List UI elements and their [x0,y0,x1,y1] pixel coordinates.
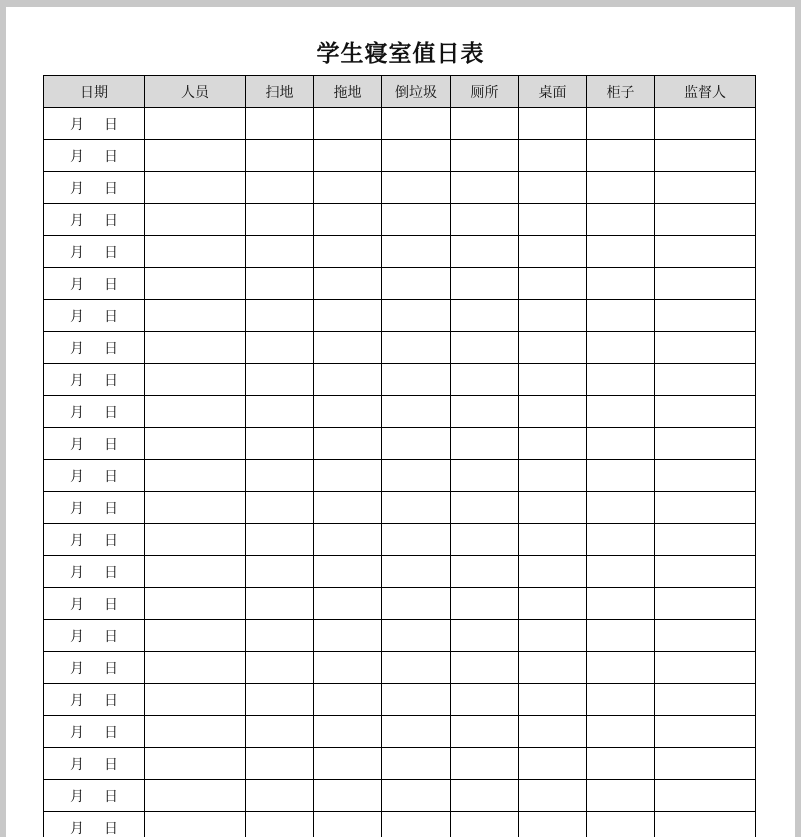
blank-cell[interactable] [655,556,756,588]
blank-cell[interactable] [655,524,756,556]
blank-cell[interactable] [587,524,655,556]
blank-cell[interactable] [587,428,655,460]
blank-cell[interactable] [314,428,382,460]
table-header-row [44,76,756,108]
date-cell [44,396,145,428]
blank-cell[interactable] [587,140,655,172]
blank-cell[interactable] [382,460,451,492]
blank-cell[interactable] [655,588,756,620]
blank-cell[interactable] [587,492,655,524]
date-cell [44,652,145,684]
blank-cell[interactable] [451,492,519,524]
month-label: 月 [70,338,84,358]
header-toilet: 厕所 [451,76,519,108]
blank-cell[interactable] [587,300,655,332]
blank-cell[interactable] [314,716,382,748]
blank-cell[interactable] [145,524,246,556]
blank-cell[interactable] [382,172,451,204]
month-label: 月 [70,370,84,390]
header-date: 日期 [44,76,145,108]
blank-cell[interactable] [382,332,451,364]
blank-cell[interactable] [145,812,246,837]
duty-table [43,75,756,837]
month-label: 月 [70,754,84,774]
date-cell [44,332,145,364]
blank-cell[interactable] [314,748,382,780]
blank-cell[interactable] [587,556,655,588]
header-desk: 桌面 [519,76,587,108]
blank-cell[interactable] [145,428,246,460]
blank-cell[interactable] [145,172,246,204]
table-row [44,268,756,300]
blank-cell[interactable] [587,748,655,780]
day-label: 日 [104,178,118,198]
table-row [44,748,756,780]
blank-cell[interactable] [314,524,382,556]
blank-cell[interactable] [246,652,314,684]
blank-cell[interactable] [519,716,587,748]
blank-cell[interactable] [655,396,756,428]
blank-cell[interactable] [655,652,756,684]
blank-cell[interactable] [145,236,246,268]
table-row [44,204,756,236]
blank-cell[interactable] [382,620,451,652]
table-row [44,428,756,460]
blank-cell[interactable] [587,460,655,492]
blank-cell[interactable] [519,364,587,396]
blank-cell[interactable] [314,652,382,684]
header-trash: 倒垃圾 [382,76,451,108]
date-cell [44,300,145,332]
blank-cell[interactable] [451,172,519,204]
blank-cell[interactable] [145,716,246,748]
blank-cell[interactable] [655,780,756,812]
blank-cell[interactable] [246,684,314,716]
blank-cell[interactable] [519,140,587,172]
blank-cell[interactable] [145,780,246,812]
blank-cell[interactable] [451,364,519,396]
table-row [44,364,756,396]
date-cell [44,492,145,524]
blank-cell[interactable] [587,268,655,300]
blank-cell[interactable] [382,748,451,780]
table-row [44,684,756,716]
blank-cell[interactable] [655,140,756,172]
month-label: 月 [70,434,84,454]
blank-cell[interactable] [451,780,519,812]
blank-cell[interactable] [382,236,451,268]
blank-cell[interactable] [246,748,314,780]
blank-cell[interactable] [451,300,519,332]
blank-cell[interactable] [382,556,451,588]
header-sweep: 扫地 [246,76,314,108]
day-label: 日 [104,754,118,774]
date-cell [44,204,145,236]
blank-cell[interactable] [587,812,655,837]
blank-cell[interactable] [382,812,451,837]
day-label: 日 [104,466,118,486]
date-cell [44,716,145,748]
blank-cell[interactable] [246,492,314,524]
day-label: 日 [104,722,118,742]
table-row [44,460,756,492]
blank-cell[interactable] [587,172,655,204]
month-label: 月 [70,594,84,614]
month-label: 月 [70,530,84,550]
blank-cell[interactable] [145,492,246,524]
day-label: 日 [104,306,118,326]
blank-cell[interactable] [246,268,314,300]
blank-cell[interactable] [145,364,246,396]
day-label: 日 [104,146,118,166]
blank-cell[interactable] [451,716,519,748]
blank-cell[interactable] [246,204,314,236]
blank-cell[interactable] [655,812,756,837]
blank-cell[interactable] [519,684,587,716]
blank-cell[interactable] [246,364,314,396]
blank-cell[interactable] [314,492,382,524]
table-row [44,172,756,204]
blank-cell[interactable] [451,748,519,780]
blank-cell[interactable] [451,684,519,716]
header-cabinet: 柜子 [587,76,655,108]
blank-cell[interactable] [145,748,246,780]
blank-cell[interactable] [314,236,382,268]
blank-cell[interactable] [519,108,587,140]
blank-cell[interactable] [145,588,246,620]
blank-cell[interactable] [314,396,382,428]
date-cell [44,812,145,837]
blank-cell[interactable] [314,812,382,837]
day-label: 日 [104,626,118,646]
blank-cell[interactable] [145,620,246,652]
blank-cell[interactable] [314,140,382,172]
blank-cell[interactable] [145,396,246,428]
blank-cell[interactable] [655,108,756,140]
month-label: 月 [70,786,84,806]
blank-cell[interactable] [655,364,756,396]
blank-cell[interactable] [451,460,519,492]
blank-cell[interactable] [314,204,382,236]
blank-cell[interactable] [451,812,519,837]
blank-cell[interactable] [451,556,519,588]
date-cell [44,236,145,268]
blank-cell[interactable] [246,780,314,812]
table-row [44,524,756,556]
blank-cell[interactable] [246,812,314,837]
day-label: 日 [104,498,118,518]
table-row [44,300,756,332]
blank-cell[interactable] [246,428,314,460]
day-label: 日 [104,370,118,390]
blank-cell[interactable] [246,236,314,268]
month-label: 月 [70,274,84,294]
blank-cell[interactable] [587,716,655,748]
blank-cell[interactable] [519,332,587,364]
blank-cell[interactable] [587,236,655,268]
blank-cell[interactable] [314,684,382,716]
blank-cell[interactable] [145,108,246,140]
blank-cell[interactable] [451,396,519,428]
blank-cell[interactable] [314,588,382,620]
blank-cell[interactable] [451,140,519,172]
blank-cell[interactable] [655,684,756,716]
header-supervisor: 监督人 [655,76,756,108]
blank-cell[interactable] [246,108,314,140]
date-cell [44,172,145,204]
blank-cell[interactable] [519,588,587,620]
month-label: 月 [70,498,84,518]
blank-cell[interactable] [451,332,519,364]
blank-cell[interactable] [519,204,587,236]
blank-cell[interactable] [314,268,382,300]
blank-cell[interactable] [314,172,382,204]
day-label: 日 [104,818,118,837]
blank-cell[interactable] [587,780,655,812]
blank-cell[interactable] [382,716,451,748]
month-label: 月 [70,146,84,166]
blank-cell[interactable] [587,204,655,236]
table-row [44,588,756,620]
header-mop: 拖地 [314,76,382,108]
blank-cell[interactable] [314,364,382,396]
blank-cell[interactable] [519,300,587,332]
blank-cell[interactable] [382,140,451,172]
blank-cell[interactable] [246,556,314,588]
month-label: 月 [70,210,84,230]
table-row [44,780,756,812]
blank-cell[interactable] [519,428,587,460]
date-cell [44,556,145,588]
date-cell [44,268,145,300]
day-label: 日 [104,402,118,422]
blank-cell[interactable] [145,300,246,332]
blank-cell[interactable] [246,716,314,748]
blank-cell[interactable] [519,460,587,492]
blank-cell[interactable] [451,236,519,268]
month-label: 月 [70,466,84,486]
table-row [44,812,756,837]
date-cell [44,588,145,620]
table-row [44,620,756,652]
date-cell [44,748,145,780]
table-row [44,332,756,364]
month-label: 月 [70,722,84,742]
blank-cell[interactable] [451,652,519,684]
day-label: 日 [104,562,118,582]
blank-cell[interactable] [519,780,587,812]
table-row [44,652,756,684]
blank-cell[interactable] [145,268,246,300]
blank-cell[interactable] [451,268,519,300]
blank-cell[interactable] [587,332,655,364]
month-label: 月 [70,658,84,678]
table-row [44,140,756,172]
day-label: 日 [104,338,118,358]
blank-cell[interactable] [587,108,655,140]
month-label: 月 [70,626,84,646]
blank-cell[interactable] [519,748,587,780]
day-label: 日 [104,242,118,262]
day-label: 日 [104,210,118,230]
blank-cell[interactable] [587,396,655,428]
blank-cell[interactable] [519,236,587,268]
blank-cell[interactable] [246,396,314,428]
blank-cell[interactable] [145,652,246,684]
blank-cell[interactable] [655,716,756,748]
blank-cell[interactable] [246,460,314,492]
blank-cell[interactable] [587,364,655,396]
blank-cell[interactable] [314,780,382,812]
month-label: 月 [70,818,84,837]
blank-cell[interactable] [655,460,756,492]
table-row [44,556,756,588]
month-label: 月 [70,402,84,422]
day-label: 日 [104,690,118,710]
month-label: 月 [70,306,84,326]
blank-cell[interactable] [382,588,451,620]
blank-cell[interactable] [314,332,382,364]
blank-cell[interactable] [145,556,246,588]
month-label: 月 [70,178,84,198]
blank-cell[interactable] [382,684,451,716]
blank-cell[interactable] [382,268,451,300]
blank-cell[interactable] [519,812,587,837]
blank-cell[interactable] [382,204,451,236]
day-label: 日 [104,658,118,678]
blank-cell[interactable] [451,204,519,236]
blank-cell[interactable] [587,652,655,684]
blank-cell[interactable] [655,300,756,332]
blank-cell[interactable] [519,396,587,428]
header-person: 人员 [145,76,246,108]
day-label: 日 [104,274,118,294]
blank-cell[interactable] [382,780,451,812]
date-cell [44,620,145,652]
month-label: 月 [70,242,84,262]
blank-cell[interactable] [145,140,246,172]
date-cell [44,140,145,172]
date-cell [44,684,145,716]
blank-cell[interactable] [655,172,756,204]
blank-cell[interactable] [655,236,756,268]
blank-cell[interactable] [451,108,519,140]
blank-cell[interactable] [314,108,382,140]
blank-cell[interactable] [382,428,451,460]
blank-cell[interactable] [145,684,246,716]
table-row [44,396,756,428]
blank-cell[interactable] [655,748,756,780]
blank-cell[interactable] [655,620,756,652]
blank-cell[interactable] [519,492,587,524]
blank-cell[interactable] [451,620,519,652]
month-label: 月 [70,562,84,582]
blank-cell[interactable] [519,620,587,652]
blank-cell[interactable] [246,140,314,172]
date-cell [44,364,145,396]
table-row [44,108,756,140]
blank-cell[interactable] [246,172,314,204]
blank-cell[interactable] [382,492,451,524]
blank-cell[interactable] [655,268,756,300]
page-title: 学生寝室值日表 [6,35,795,68]
date-cell [44,780,145,812]
blank-cell[interactable] [451,524,519,556]
blank-cell[interactable] [382,396,451,428]
day-label: 日 [104,530,118,550]
blank-cell[interactable] [382,524,451,556]
document-page [6,7,795,837]
blank-cell[interactable] [655,492,756,524]
blank-cell[interactable] [314,620,382,652]
blank-cell[interactable] [519,172,587,204]
date-cell [44,460,145,492]
blank-cell[interactable] [451,588,519,620]
date-cell [44,524,145,556]
table-row [44,492,756,524]
blank-cell[interactable] [587,684,655,716]
blank-cell[interactable] [587,620,655,652]
blank-cell[interactable] [519,268,587,300]
date-cell [44,428,145,460]
blank-cell[interactable] [587,588,655,620]
table-body [44,108,756,837]
blank-cell[interactable] [519,556,587,588]
blank-cell[interactable] [451,428,519,460]
blank-cell[interactable] [655,332,756,364]
blank-cell[interactable] [246,524,314,556]
date-cell [44,108,145,140]
day-label: 日 [104,434,118,454]
blank-cell[interactable] [246,588,314,620]
blank-cell[interactable] [655,204,756,236]
blank-cell[interactable] [655,428,756,460]
month-label: 月 [70,690,84,710]
blank-cell[interactable] [382,652,451,684]
blank-cell[interactable] [145,460,246,492]
blank-cell[interactable] [246,300,314,332]
blank-cell[interactable] [145,332,246,364]
blank-cell[interactable] [145,204,246,236]
blank-cell[interactable] [314,300,382,332]
day-label: 日 [104,786,118,806]
blank-cell[interactable] [382,364,451,396]
blank-cell[interactable] [314,556,382,588]
day-label: 日 [104,114,118,134]
table-row [44,716,756,748]
blank-cell[interactable] [246,332,314,364]
blank-cell[interactable] [382,108,451,140]
month-label: 月 [70,114,84,134]
blank-cell[interactable] [246,620,314,652]
blank-cell[interactable] [519,652,587,684]
blank-cell[interactable] [314,460,382,492]
table-row [44,236,756,268]
day-label: 日 [104,594,118,614]
blank-cell[interactable] [382,300,451,332]
blank-cell[interactable] [519,524,587,556]
